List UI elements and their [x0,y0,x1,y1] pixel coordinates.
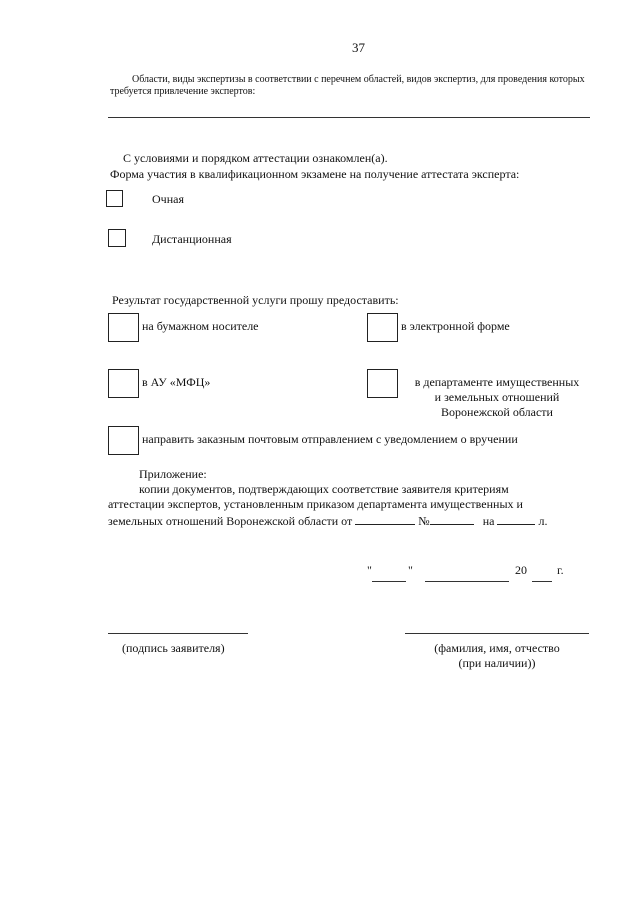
mail-checkbox[interactable] [108,426,139,455]
applicant-signature-caption: (подпись заявителя) [122,641,225,655]
order-number-field[interactable] [430,512,474,525]
department-checkbox[interactable] [367,369,398,398]
areas-field-line[interactable] [108,117,590,118]
mfc-checkbox[interactable] [108,369,139,398]
sheets-count-field[interactable] [497,512,535,525]
year-field[interactable] [532,581,552,582]
full-name-caption-line1: (фамилия, имя, отчество [434,641,560,655]
date-year-suffix: г. [557,563,564,577]
appendix-body [108,482,588,529]
appendix-line3 [108,512,588,529]
appendix-line1: копии документов, подтверждающих соответствие заявителя критериям [139,482,509,496]
department-label-line2: и земельных отношений [434,390,560,404]
mail-label: направить заказным почтовым отправлением с уведомлением о вручении [142,432,518,446]
appendix-line3-prefix: земельных отношений Воронежской области от [108,514,353,528]
intro-text: Области, виды экспертизы в соответствии с перечнем областей, видов экспертиз, для проведения которых требуется привлечение экспертов: [110,74,585,97]
in-person-checkbox[interactable] [106,190,123,207]
date-quote-close: " [408,563,413,577]
participation-label: Форма участия в квалификационном экзамене на получение аттестата эксперта: [110,167,520,181]
appendix-line2: аттестации экспертов, установленным приказом департамента имущественных и [108,497,523,511]
remote-checkbox[interactable] [108,229,126,247]
date-century: 20 [515,563,527,577]
department-label [402,375,592,420]
in-person-label: Очная [152,192,184,206]
paper-checkbox[interactable] [108,313,139,342]
department-label-line1: в департаменте имущественных [414,375,580,389]
remote-label: Дистанционная [152,232,232,246]
acknowledge-text: С условиями и порядком аттестации ознакомлен(а). [123,151,388,165]
page-number: 37 [352,40,365,55]
electronic-label: в электронной форме [401,319,510,333]
paper-label: на бумажном носителе [142,319,259,333]
result-label: Результат государственной услуги прошу предоставить: [112,293,399,307]
on-word: на [482,514,495,528]
full-name-caption-line2: (при наличии)) [458,656,536,670]
mfc-label: в АУ «МФЦ» [142,375,211,389]
month-field[interactable] [425,581,509,582]
date-quote-open: " [367,563,372,577]
day-field[interactable] [372,581,406,582]
full-name-caption [405,641,589,671]
number-sign: № [418,514,430,528]
full-name-line[interactable] [405,633,589,634]
sheets-abbr: л. [538,514,548,528]
appendix-title: Приложение: [139,467,207,481]
applicant-signature-line[interactable] [108,633,248,634]
department-label-line3: Воронежской области [441,405,553,419]
electronic-checkbox[interactable] [367,313,398,342]
order-date-field[interactable] [355,512,415,525]
